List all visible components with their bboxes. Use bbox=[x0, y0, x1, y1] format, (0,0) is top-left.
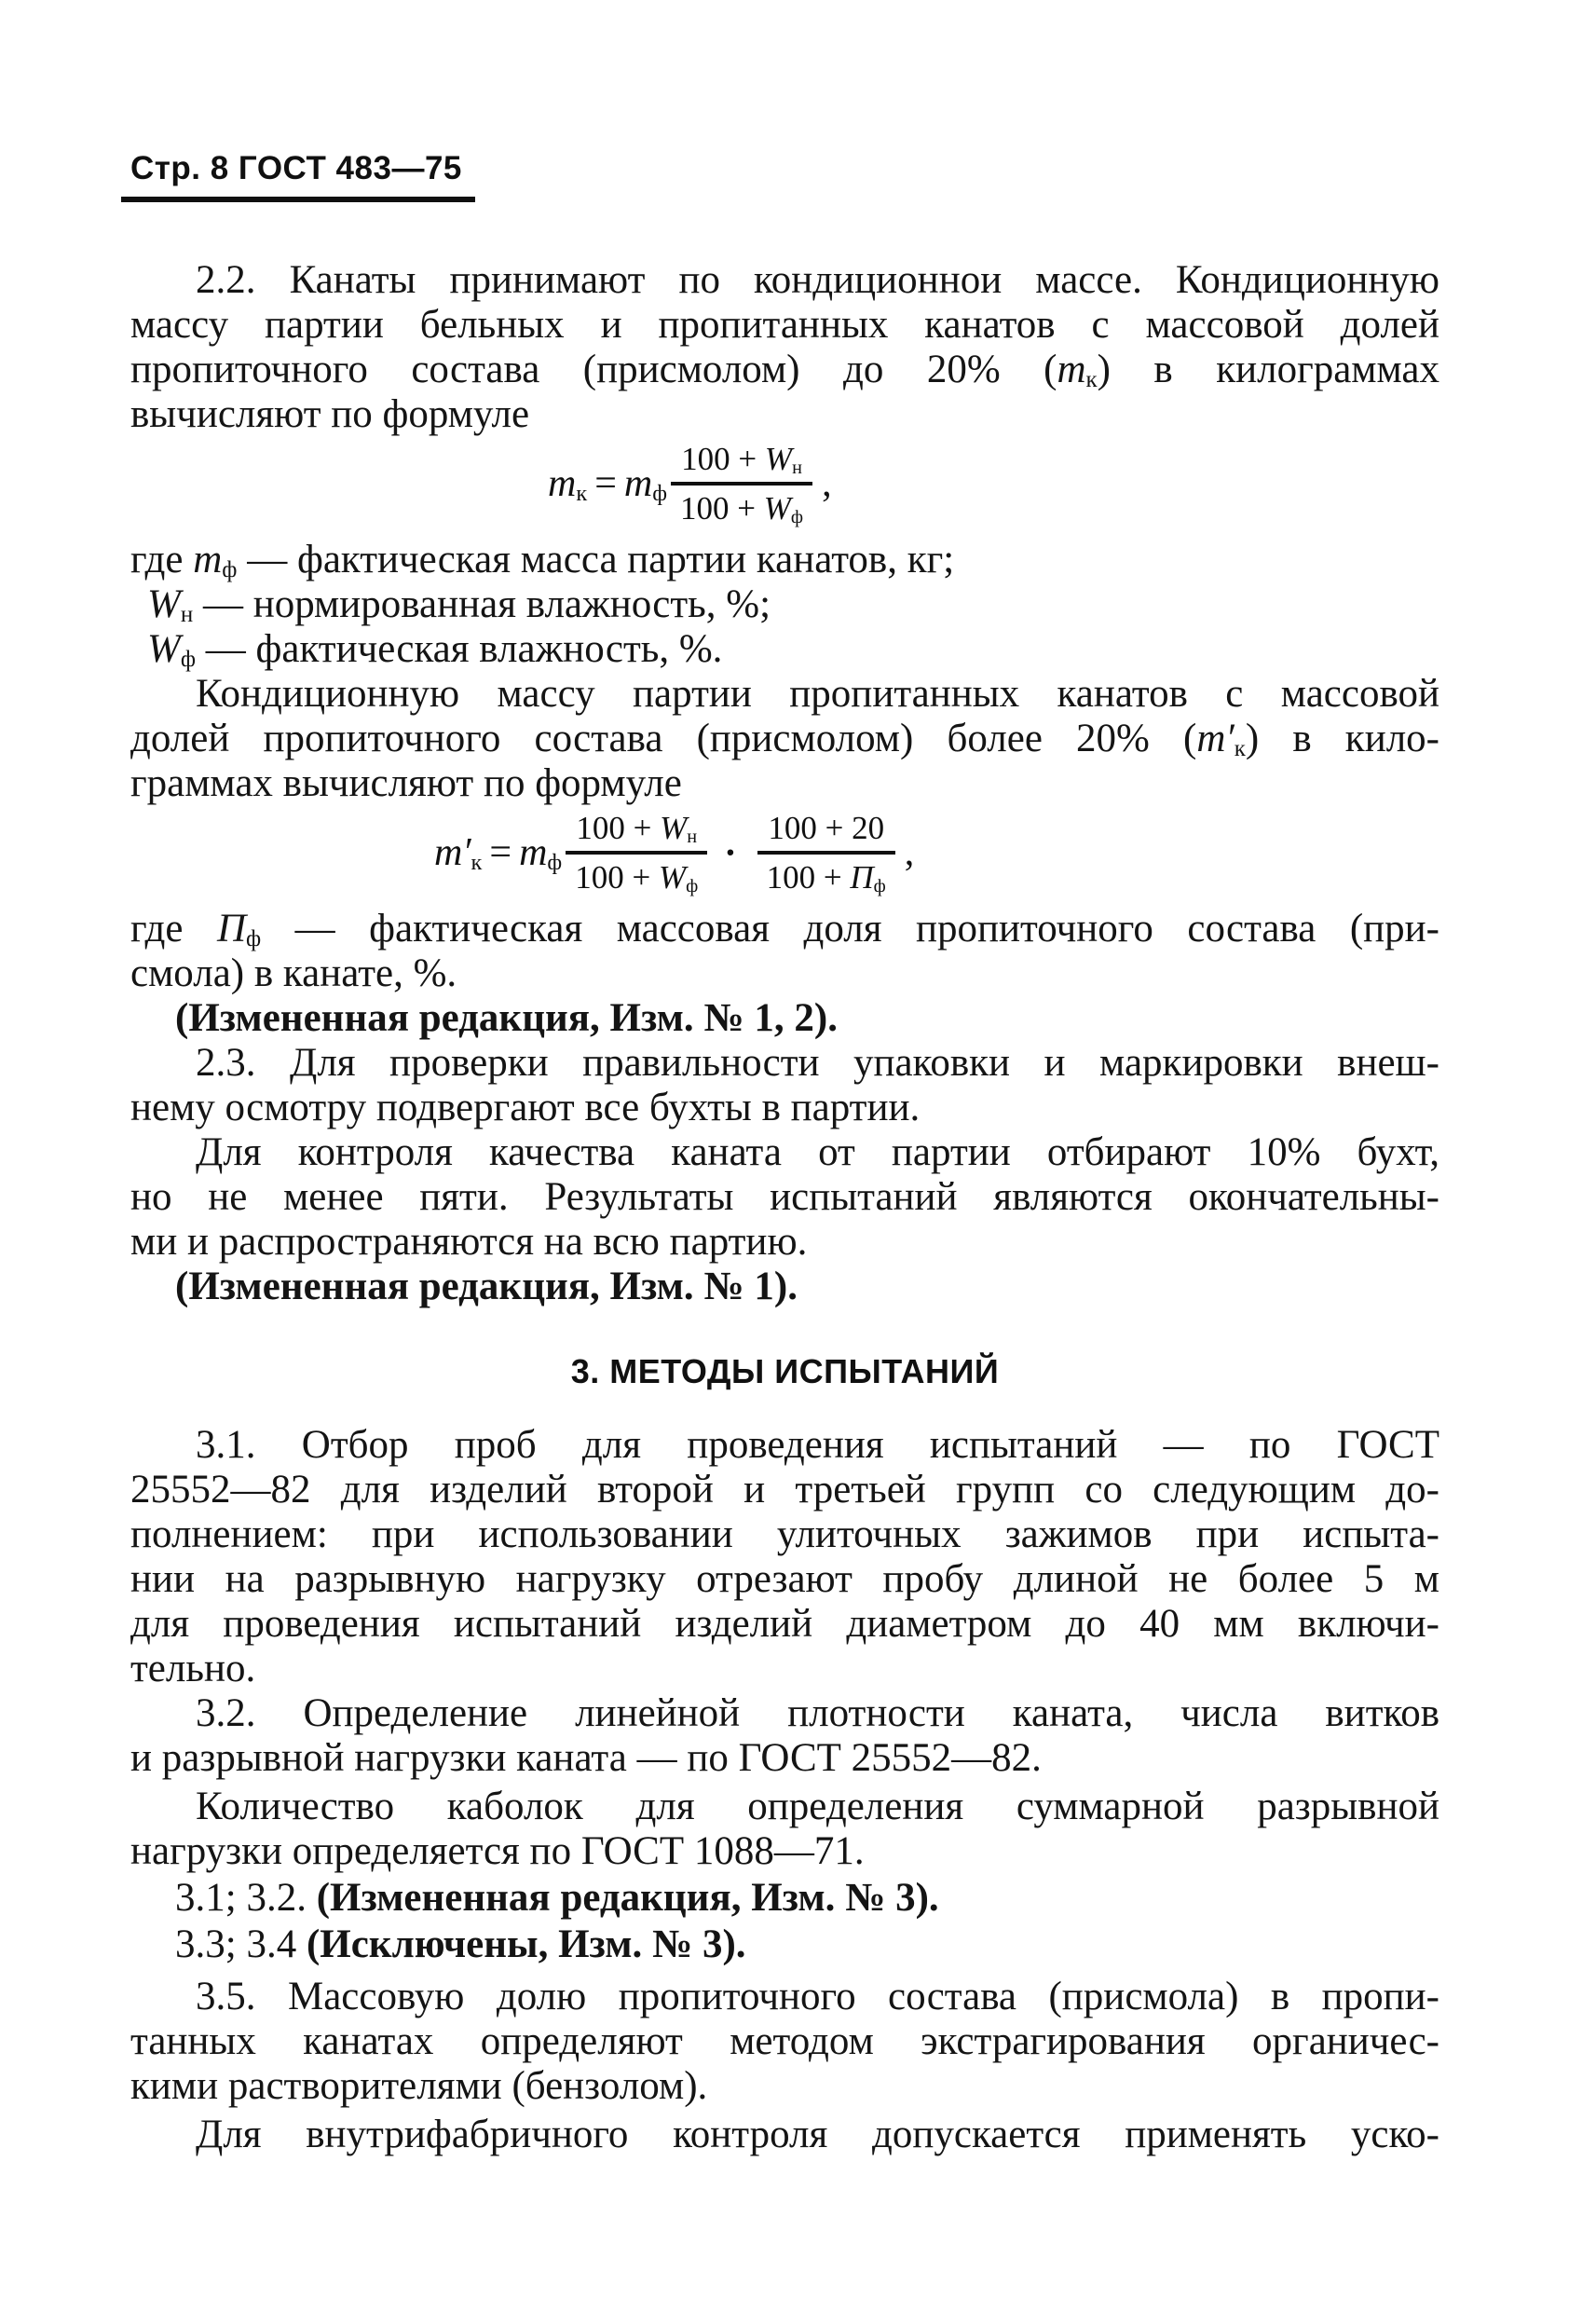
para-2-3-line-3: Для контроля качества каната от партии отбирают 10% бухт, bbox=[196, 1130, 1439, 1174]
amendment-note-1: (Измененная редакция, Изм. № 1). bbox=[175, 1265, 798, 1308]
formula-lhs bbox=[434, 831, 563, 876]
para-2-2b-line-2 bbox=[130, 717, 1439, 761]
math-var-m: m bbox=[623, 462, 653, 505]
text-segment: 100 + bbox=[681, 441, 765, 477]
para-2-3-line-1: 2.3. Для проверки правильности упаковки и маркировки внеш- bbox=[196, 1041, 1439, 1085]
math-var-w: W bbox=[764, 441, 793, 477]
fraction-denominator bbox=[671, 486, 812, 528]
text-segment: пропиточного состава (присмолом) до 20% ( bbox=[130, 348, 1057, 391]
where-line-mf bbox=[130, 538, 1439, 582]
math-var-w: W bbox=[658, 859, 687, 896]
para-3-2-line-4: нагрузки определяется по ГОСТ 1088—71. bbox=[130, 1829, 865, 1873]
math-sub: ф bbox=[652, 481, 668, 507]
amendment-note-3-b bbox=[130, 1922, 1439, 1967]
amendment-bold-text: (Исключены, Изм. № 3). bbox=[306, 1922, 746, 1966]
math-var-w: W bbox=[147, 627, 181, 671]
text-segment: 100 + bbox=[575, 859, 659, 896]
math-sub: ф bbox=[686, 876, 699, 897]
equals-sign: = bbox=[489, 831, 512, 874]
fraction-moisture bbox=[566, 810, 707, 897]
para-3-1-line-4: нии на разрывную нагрузку отрезают пробу длиной не более 5 м bbox=[130, 1557, 1439, 1601]
para-3-1-line-3: полнением: при использовании улиточных зажимов при испыта- bbox=[130, 1512, 1439, 1556]
para-2-2b-line-3: граммах вычисляют по формуле bbox=[130, 761, 682, 805]
para-3-2-line-2: и разрывной нагрузки каната — по ГОСТ 25552—82. bbox=[130, 1736, 1042, 1780]
text-segment: где bbox=[130, 907, 217, 951]
where-line-wf bbox=[130, 627, 1439, 672]
para-3-1-line-2: 25552—82 для изделий второй и третьей групп со следующим до- bbox=[130, 1468, 1439, 1512]
math-sub: ф bbox=[547, 850, 563, 876]
text-segment: — фактическая масса партии канатов, кг; bbox=[237, 538, 955, 581]
text-segment: долей пропиточного состава (присмолом) более 20% ( bbox=[130, 717, 1197, 760]
math-var-m-prime: m′ bbox=[434, 831, 471, 874]
amendment-note-1-2: (Измененная редакция, Изм. № 1, 2). bbox=[175, 996, 838, 1040]
math-var-w: W bbox=[147, 582, 181, 626]
fraction-numerator bbox=[671, 443, 812, 486]
para-2-2-line-4: вычисляют по формуле bbox=[130, 392, 530, 436]
where-line-wn bbox=[130, 582, 1439, 627]
formula-conditional-mass-1 bbox=[130, 441, 1439, 528]
amendment-bold-text: (Измененная редакция, Изм. № 3). bbox=[316, 1876, 939, 1920]
formula-conditional-mass-2 bbox=[130, 810, 1439, 897]
math-sub: к bbox=[471, 850, 483, 876]
para-3-1-line-6: тельно. bbox=[130, 1647, 256, 1690]
para-2-3-line-2: нему осмотру подвергают все бухты в партии. bbox=[130, 1086, 921, 1129]
math-sub: ф bbox=[222, 557, 238, 583]
math-var-m: m bbox=[1057, 348, 1086, 391]
text-segment: ) в кило- bbox=[1245, 717, 1439, 760]
math-sub: н bbox=[687, 827, 698, 848]
amendment-note-3-a bbox=[130, 1876, 1439, 1921]
para-3-2-line-3: Количество каболок для определения суммарной разрывной bbox=[196, 1785, 1439, 1828]
para-3-5-line-4: Для внутрифабричного контроля допускается применять уско- bbox=[196, 2113, 1439, 2156]
para-2-3-line-4: но не менее пяти. Результаты испытаний являются окончательны- bbox=[130, 1175, 1439, 1219]
math-sub: к bbox=[1234, 736, 1246, 762]
para-2-2-line-3 bbox=[130, 348, 1439, 392]
text-segment: 100 + bbox=[766, 859, 851, 896]
math-var-w: W bbox=[660, 810, 688, 846]
page-header bbox=[130, 149, 1439, 202]
text-segment: 3.1; 3.2. bbox=[175, 1876, 317, 1920]
fraction-moisture bbox=[671, 441, 812, 528]
text-segment: 100 + bbox=[680, 490, 764, 527]
fraction-numerator bbox=[566, 812, 707, 855]
math-var-m: m bbox=[548, 462, 577, 505]
formula-lhs bbox=[548, 462, 668, 507]
where-line-pf bbox=[130, 907, 1439, 951]
document-body bbox=[130, 258, 1439, 2157]
where-line-pf-2: смола) в канате, %. bbox=[130, 951, 457, 995]
math-sub: н bbox=[792, 458, 802, 479]
formula-comma: , bbox=[904, 831, 915, 874]
text-segment: ) в килограммах bbox=[1097, 348, 1440, 391]
text-segment: где bbox=[130, 538, 194, 581]
header-rule bbox=[121, 197, 475, 202]
formula-comma: , bbox=[822, 462, 832, 505]
equals-sign: = bbox=[594, 462, 617, 505]
fraction-denominator bbox=[566, 855, 707, 897]
para-2-3-line-5: ми и распространяются на всю партию. bbox=[130, 1220, 808, 1264]
fraction-denominator bbox=[757, 855, 895, 897]
section-3-heading: 3. МЕТОДЫ ИСПЫТАНИЙ bbox=[570, 1352, 1000, 1390]
math-sub: н bbox=[180, 602, 194, 628]
multiplication-dot: · bbox=[724, 831, 737, 873]
para-3-5-line-3: кими растворителями (бензолом). bbox=[130, 2064, 708, 2108]
math-sub: к bbox=[1085, 367, 1098, 393]
math-var-m-prime: m′ bbox=[1196, 717, 1235, 760]
para-3-2-line-1: 3.2. Определение линейной плотности каната, числа витков bbox=[196, 1691, 1439, 1735]
text-segment: — фактическая массовая доля пропиточного состава (при- bbox=[261, 907, 1439, 951]
math-var-p: П bbox=[216, 907, 247, 951]
math-sub: к bbox=[576, 481, 588, 507]
para-2-2-line-1: 2.2. Канаты принимают по кондиционнои массе. Кондиционную bbox=[196, 258, 1439, 302]
fraction-numerator: 100 + 20 bbox=[757, 812, 895, 855]
math-sub: ф bbox=[246, 926, 262, 952]
math-sub: ф bbox=[180, 647, 196, 673]
para-2-2-line-2: массу партии бельных и пропитанных канатов с массовой долей bbox=[130, 303, 1439, 347]
page-number-label: Стр. 8 ГОСТ 483—75 bbox=[130, 150, 462, 186]
math-var-m: m bbox=[193, 538, 223, 581]
math-var-m: m bbox=[519, 831, 548, 874]
text-segment: — фактическая влажность, %. bbox=[196, 627, 723, 671]
math-sub: ф bbox=[790, 507, 804, 528]
math-sub: ф bbox=[873, 876, 886, 897]
fraction-resin bbox=[757, 810, 895, 897]
para-3-1-line-5: для проведения испытаний изделий диаметром до 40 мм включи- bbox=[130, 1602, 1439, 1646]
text-segment: 3.3; 3.4 bbox=[175, 1922, 307, 1966]
para-3-5-line-1: 3.5. Массовую долю пропиточного состава (присмола) в пропи- bbox=[196, 1975, 1439, 2018]
para-3-1-line-1: 3.1. Отбор проб для проведения испытаний — по ГОСТ bbox=[196, 1423, 1439, 1467]
math-var-w: W bbox=[763, 490, 791, 527]
math-var-p: П bbox=[850, 859, 874, 896]
para-2-2b-line-1: Кондиционную массу партии пропитанных канатов с массовой bbox=[196, 672, 1439, 716]
para-3-5-line-2: танных канатах определяют методом экстрагирования органичес- bbox=[130, 2019, 1439, 2063]
text-segment: 100 + bbox=[576, 810, 661, 846]
text-segment: — нормированная влажность, %; bbox=[193, 582, 771, 626]
